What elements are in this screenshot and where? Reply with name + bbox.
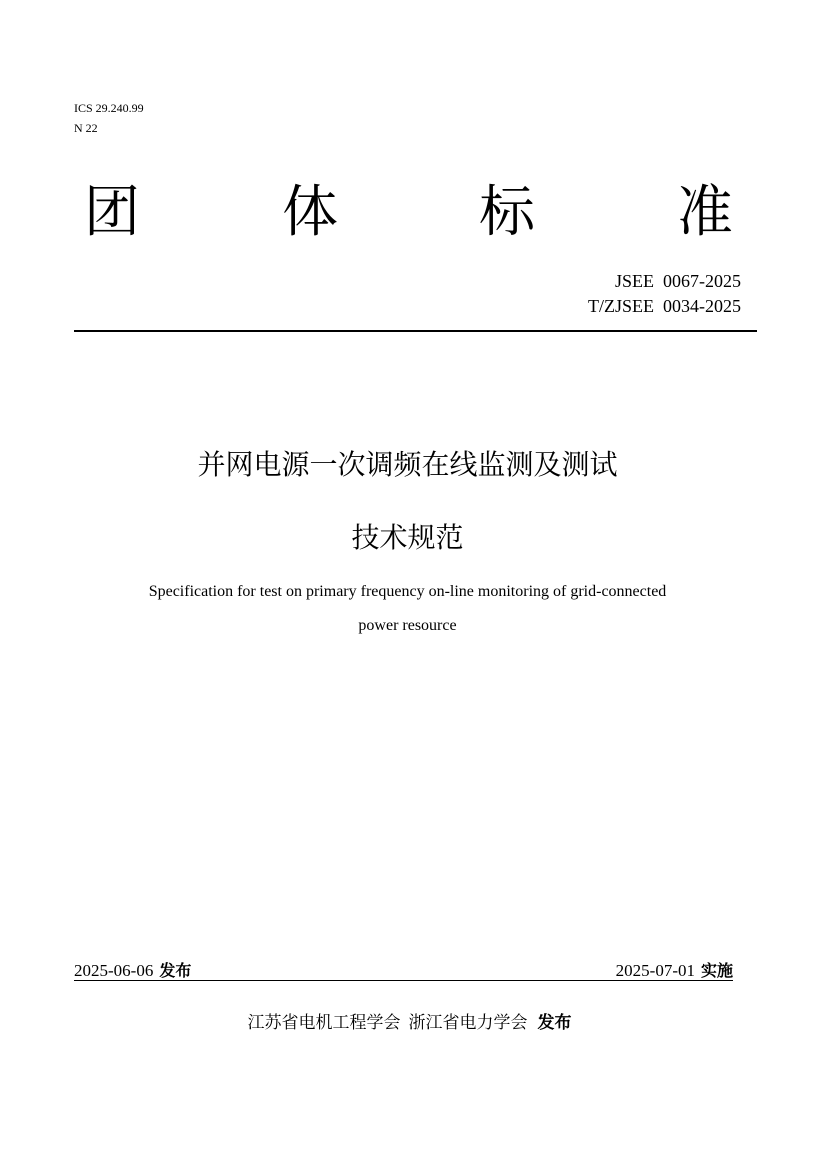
implement-label: 实施 [700, 961, 733, 980]
implement-date-block [616, 960, 733, 982]
standard-code-secondary: T/ZJSEE 0034-2025 [588, 296, 741, 316]
date-divider [74, 980, 733, 981]
publish-date: 2025-06-06 [74, 961, 154, 980]
standard-type-char-4: 准 [677, 180, 733, 245]
publisher-org-2: 浙江省电力学会 [408, 1013, 528, 1033]
publish-label: 发布 [159, 961, 192, 980]
ccs-code: N 22 [74, 121, 98, 135]
publisher-org-1: 江苏省电机工程学会 [247, 1013, 401, 1033]
title-zh-line1: 并网电源一次调频在线监测及测试 [197, 448, 618, 481]
implement-date: 2025-07-01 [615, 961, 695, 980]
title-en-line1: Specification for test on primary frequency on-line monitoring of grid-connected [148, 583, 667, 600]
publish-date-block [74, 960, 191, 982]
ics-code: ICS 29.240.99 [74, 101, 144, 115]
standard-type-char-3: 标 [479, 180, 535, 245]
header-divider [74, 330, 757, 332]
standard-type-char-2: 体 [282, 180, 338, 245]
publisher-line [0, 1012, 815, 1034]
title-zh-line2: 技术规范 [351, 521, 464, 554]
standard-code-primary: JSEE 0067-2025 [615, 271, 741, 291]
standard-type-char-1: 团 [84, 180, 140, 245]
title-en-line2: power resource [358, 617, 457, 634]
publisher-label: 发布 [537, 1013, 572, 1033]
